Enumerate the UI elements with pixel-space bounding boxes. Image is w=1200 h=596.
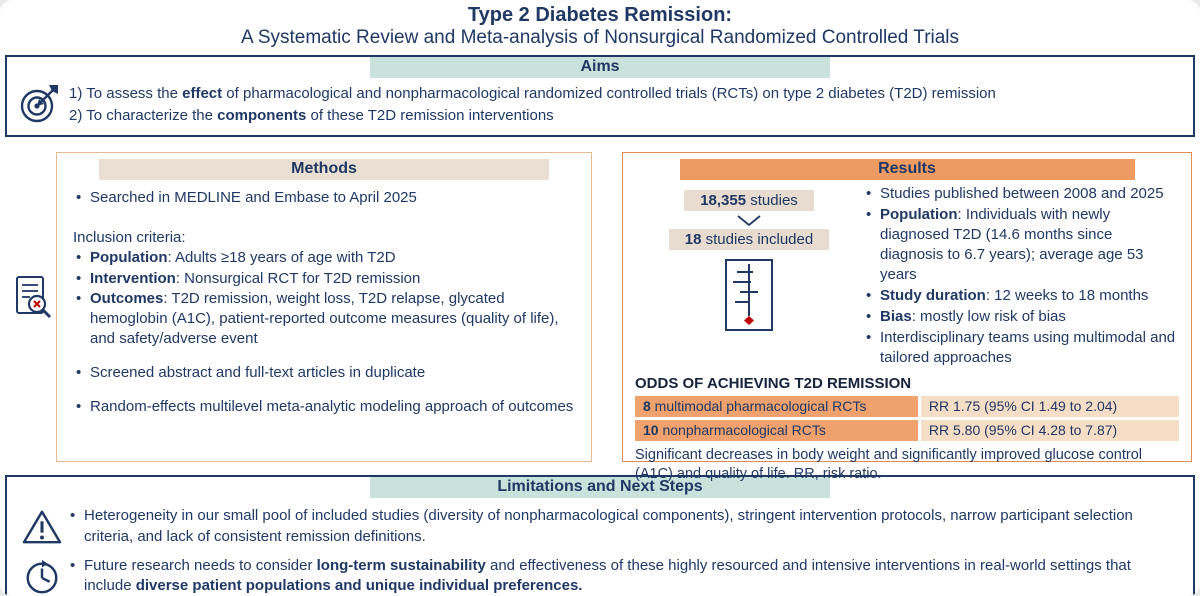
results-bullet: • Interdisciplinary teams using multimodal and tailored approaches <box>863 328 1179 368</box>
results-bullet: • Bias: mostly low risk of bias <box>863 307 1179 327</box>
studies-identified-box: 18,355 studies <box>684 190 814 211</box>
aims-item: 1) To assess the effect of pharmacological and nonpharmacological randomized controlled trials (RCTs) on type 2 diabetes (T2D) remission <box>69 84 996 102</box>
results-header: Results <box>680 159 1135 180</box>
results-bullet: • Study duration: 12 weeks to 18 months <box>863 286 1179 306</box>
results-bullet: • Population: Individuals with newly diagnosed T2D (14.6 months since diagnosis to 6.7 years); average age 53 years <box>863 205 1179 285</box>
odds-label-cell: 8 multimodal pharmacological RCTs <box>635 396 918 417</box>
odds-table <box>635 396 1179 441</box>
results-footnote: Significant decreases in body weight and significantly improved glucose control (A1C) and quality of life. RR, risk ratio. <box>635 446 1142 483</box>
title-block <box>0 0 1200 49</box>
results-bullet: • Studies published between 2008 and 2025 <box>863 184 1179 204</box>
aims-section <box>5 55 1195 137</box>
odds-title: ODDS OF ACHIEVING T2D REMISSION <box>635 374 912 392</box>
odds-label-cell: 10 nonpharmacological RCTs <box>635 420 918 441</box>
methods-section <box>56 152 592 462</box>
limitations-section <box>5 475 1195 596</box>
forest-plot-icon <box>718 258 780 334</box>
document-search-icon <box>12 274 54 322</box>
odds-table-row <box>635 396 1179 417</box>
inclusion-criteria-label: Inclusion criteria: <box>73 229 186 247</box>
results-section <box>622 152 1192 483</box>
odds-table-row <box>635 420 1179 441</box>
target-icon <box>19 82 59 124</box>
clock-icon <box>17 556 67 596</box>
criteria-item-population: • Population: Adults ≥18 years of age with T2D <box>73 248 575 268</box>
odds-value-cell: RR 1.75 (95% CI 1.49 to 2.04) <box>921 396 1179 417</box>
criteria-item-outcomes: • Outcomes: T2D remission, weight loss, T2D relapse, glycated hemoglobin (A1C), patient-reported outcome measures (quality of life), and safety/adverse event <box>73 289 575 349</box>
methods-bullet-modeling: • Random-effects multilevel meta-analytic modeling approach of outcomes <box>73 397 575 417</box>
methods-bullet-screened: • Screened abstract and full-text articles in duplicate <box>73 363 575 383</box>
methods-header: Methods <box>99 159 549 180</box>
odds-value-cell: RR 5.80 (95% CI 4.28 to 7.87) <box>921 420 1179 441</box>
limitation-item: • Heterogeneity in our small pool of included studies (diversity of nonpharmacological components), stringent intervention protocols, narrow participant selection criteria, and lack of consistent remission definitions. <box>67 506 1175 547</box>
page-title: Type 2 Diabetes Remission: <box>467 4 733 26</box>
limitations-header: Limitations and Next Steps <box>370 477 830 498</box>
page-subtitle: A Systematic Review and Meta-analysis of Nonsurgical Randomized Controlled Trials <box>240 27 960 48</box>
limitation-item: • Future research needs to consider long-term sustainability and effectiveness of these highly resourced and intensive interventions in real-world settings that include diverse patient populations and unique individual preferences. <box>67 556 1175 596</box>
aims-header: Aims <box>370 57 830 78</box>
aims-item: 2) To characterize the components of these T2D remission interventions <box>69 106 554 124</box>
studies-included-box: 18 studies included <box>669 229 829 250</box>
criteria-item-intervention: • Intervention: Nonsurgical RCT for T2D remission <box>73 269 575 289</box>
methods-bullet-search: • Searched in MEDLINE and Embase to April 2025 <box>73 188 575 208</box>
chevron-down-icon <box>736 214 762 227</box>
warning-icon <box>17 506 67 546</box>
